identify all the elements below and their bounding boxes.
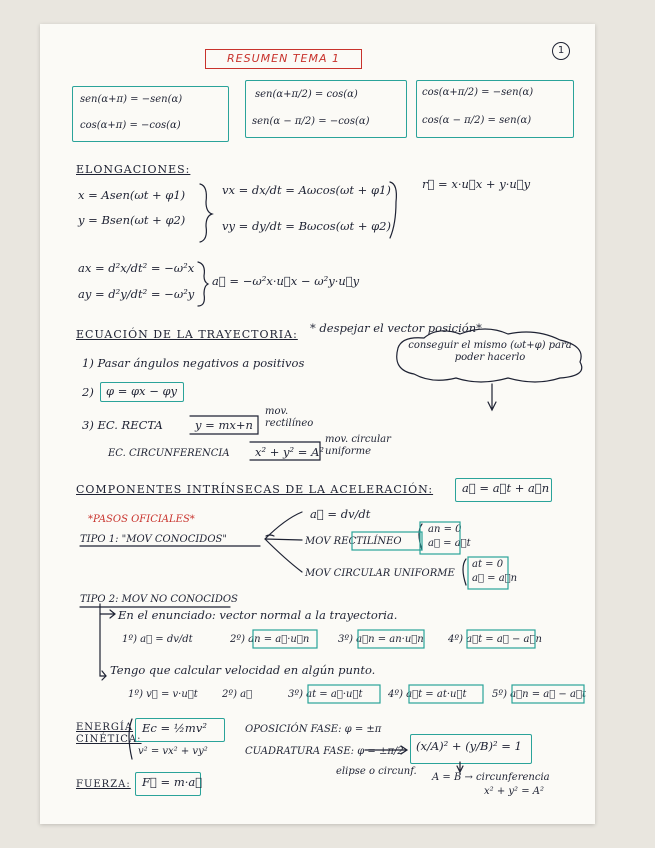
tipo2-v1: 1º) v⃗ = v·u⃗t (128, 689, 198, 700)
tipo2-v2: 2º) a⃗ (222, 689, 253, 700)
handwriting-strokes (40, 24, 595, 824)
componentes-formula: a⃗ = a⃗t + a⃗n (462, 481, 550, 495)
tipo1-step3: MOV CIRCULAR UNIFORME (305, 568, 455, 579)
page-number: 1 (552, 42, 570, 60)
elong-y: y = Bsen(ωt + φ2) (78, 213, 186, 227)
acc-x: ax = d²x/dt² = −ω²x (78, 261, 195, 275)
elipse-eq: (x/A)² + (y/B)² = 1 (416, 739, 522, 753)
pasos-oficiales: *PASOS OFICIALES* (88, 514, 195, 525)
fuerza-eq: F⃗ = m·a⃗ (142, 775, 203, 789)
vel-x: vx = dx/dt = Aωcos(ωt + φ1) (222, 183, 391, 197)
tipo1-label: TIPO 1: "MOV CONOCIDOS" (80, 534, 227, 545)
notebook-page (40, 24, 595, 824)
fuerza-label: FUERZA: (76, 779, 131, 790)
trayectoria-step2-prefix: 2) (82, 385, 94, 399)
page-title: RESUMEN TEMA 1 (205, 49, 362, 69)
trayectoria-heading: ECUACIÓN DE LA TRAYECTORIA: (76, 328, 298, 341)
tipo1-step2b: a⃗ = a⃗t (428, 538, 471, 549)
tipo2-e2: 2º) an = a⃗·u⃗n (230, 634, 310, 645)
tipo2-e4: 4º) a⃗t = a⃗ − a⃗n (448, 634, 542, 645)
tipo2-label: TIPO 2: MOV NO CONOCIDOS (80, 594, 238, 605)
identity-cos-pi: cos(α+π) = −cos(α) (80, 120, 181, 131)
identity-sen-pi: sen(α+π) = −sen(α) (80, 94, 183, 105)
tipo2-v4: 4º) a⃗t = at·u⃗t (388, 689, 467, 700)
tipo2-e3: 3º) a⃗n = an·u⃗n (338, 634, 424, 645)
trayectoria-step3: 3) EC. RECTA (82, 418, 163, 432)
trayectoria-note: * despejar el vector posición* (310, 321, 482, 335)
oposicion-fase: OPOSICIÓN FASE: φ = ±π (245, 724, 382, 735)
trayectoria-step1: 1) Pasar ángulos negativos a positivos (82, 356, 305, 370)
tipo2-v5: 5º) a⃗n = a⃗ − a⃗t (492, 689, 586, 700)
circ-prefix: EC. CIRCUNFERENCIA (108, 448, 230, 459)
elongaciones-heading: ELONGACIONES: (76, 163, 191, 176)
acc-vector: a⃗ = −ω²x·u⃗x − ω²y·u⃗y (212, 274, 360, 288)
vel-y: vy = dy/dt = Bωcos(ωt + φ2) (222, 219, 391, 233)
acc-y: ay = d²y/dt² = −ω²y (78, 287, 195, 301)
energia-v2: v² = vx² + vy² (138, 746, 208, 757)
tipo2-velocidad: Tengo que calcular velocidad en algún punto. (110, 663, 376, 677)
recta-note: mov. rectilíneo (265, 406, 314, 429)
circunferencia-eq: x² + y² = A² (484, 786, 545, 797)
tipo1-step2: MOV RECTILÍNEO (305, 536, 402, 547)
identity-sen-pi2: sen(α+π/2) = cos(α) (255, 89, 358, 100)
energia-label: ENERGÍA CINÉTICA: (76, 722, 142, 745)
componentes-heading: COMPONENTES INTRÍNSECAS DE LA ACELERACIÓN: (76, 483, 434, 496)
identity-cos-pi2: cos(α+π/2) = −sen(α) (422, 87, 534, 98)
tipo1-step1: a⃗ = dv/dt (310, 507, 371, 521)
tipo2-v3: 3º) at = a⃗·u⃗t (288, 689, 363, 700)
circ-eq: x² + y² = A² (255, 445, 325, 459)
energia-ec: Ec = ½mv² (142, 721, 207, 735)
circ-note: mov. circular uniforme (325, 434, 391, 457)
cuadratura-fase: CUADRATURA FASE: φ = ±π/2 (245, 746, 404, 757)
tipo1-step3a: at = 0 (472, 559, 504, 570)
position-vector: r⃗ = x·u⃗x + y·u⃗y (422, 177, 531, 191)
tipo2-enunciado: En el enunciado: vector normal a la trayectoria. (118, 608, 398, 622)
elong-x: x = Asen(ωt + φ1) (78, 188, 186, 202)
trayectoria-cloud: conseguir el mismo (ωt+φ) para poder hacerlo (408, 340, 572, 363)
ab-circunferencia: A = B → circunferencia (432, 772, 550, 783)
tipo1-step3b: a⃗ = a⃗n (472, 573, 518, 584)
identity-sen-minus-pi2: sen(α − π/2) = −cos(α) (252, 116, 370, 127)
tipo2-e1: 1º) a⃗ = dv/dt (122, 634, 193, 645)
phase-diff: φ = φx − φy (106, 384, 178, 398)
elipse-note: elipse o circunf. (336, 766, 417, 777)
tipo1-step2a: an = 0 (428, 524, 462, 535)
recta-eq: y = mx+n (195, 418, 253, 432)
identity-cos-minus-pi2: cos(α − π/2) = sen(α) (422, 115, 532, 126)
